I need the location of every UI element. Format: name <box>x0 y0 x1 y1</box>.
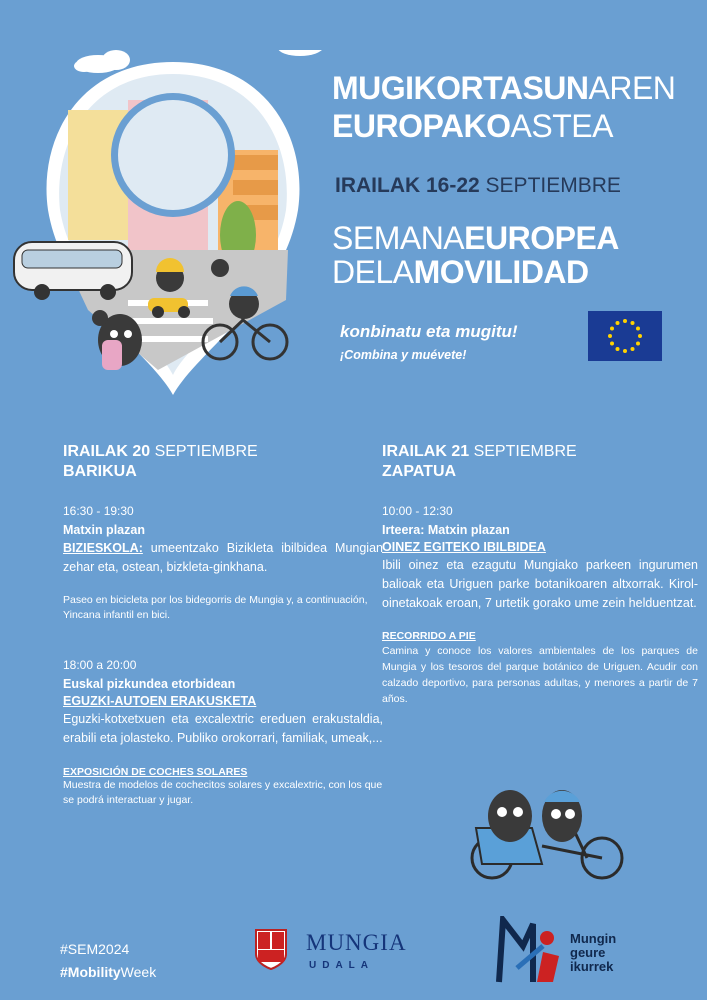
saturday-column <box>382 442 698 707</box>
event-time: 10:00 - 12:30 <box>382 504 453 518</box>
eu-star-icon <box>616 347 620 351</box>
hashtag-mobility-light: Week <box>120 964 157 981</box>
hashtag-mobility-bold: #Mobility <box>60 964 121 981</box>
title-line1-bold: MUGIKORTASUN <box>332 70 589 106</box>
friday-date: IRAILAK 20 <box>63 443 151 460</box>
mungin-geure-ikurrek-logo <box>493 916 643 986</box>
event-dates <box>335 174 621 198</box>
eu-star-icon <box>623 319 627 323</box>
dates-light: SEPTIEMBRE <box>485 174 621 197</box>
friday-column <box>63 442 383 809</box>
hashtag-mobility <box>60 961 156 984</box>
slogan <box>340 322 518 362</box>
eu-star-icon <box>631 321 635 325</box>
title-line1-light: AREN <box>588 70 676 106</box>
event-place: Euskal pizkundea etorbidean <box>63 677 236 691</box>
character-icon <box>488 790 532 842</box>
event-name-es: RECORRIDO A PIE <box>382 630 476 643</box>
event-description <box>63 539 383 577</box>
event-time: 16:30 - 19:30 <box>63 504 134 518</box>
spanish-title <box>332 222 619 289</box>
event-place: Matxin plazan <box>63 523 145 537</box>
geure-line1: Mungin <box>570 931 617 946</box>
event-text-es: Paseo en bicicleta por los bidegorris de Mungia y, a continuación, Yincana infantil en bici. <box>63 593 368 622</box>
event-name: OINEZ EGITEKO IBILBIDEA <box>382 540 546 554</box>
cloud-icon <box>278 50 325 56</box>
saturday-date: IRAILAK 21 <box>382 443 470 460</box>
eu-star-icon <box>636 342 640 346</box>
event-name: BIZIESKOLA: <box>63 541 143 555</box>
semana-bold: EUROPEA <box>464 220 619 256</box>
friday-month: SEPTIEMBRE <box>154 443 258 460</box>
saturday-day: ZAPATUA <box>382 463 457 480</box>
eu-flag-icon <box>588 311 662 361</box>
eu-star-icon <box>638 334 642 338</box>
cloud-icon <box>74 50 130 73</box>
saturday-month: SEPTIEMBRE <box>473 443 577 460</box>
event-text: Ibili oinez eta ezagutu Mungiako parkeen ingurumen balioak eta Uriguen parke botanikoaren altxorrak. Kirol-oinetakoak eroan, 7 urtetik gorako ume zein helduentzat. <box>382 558 698 610</box>
event-text-es: Camina y conoce los valores ambientales de los parques de Mungia y los tesoros del parque botánico de Uriguen. Acudir con calzado deportivo, para personas adultas, y menores a partir de 7 años. <box>382 645 698 705</box>
event-name: EGUZKI-AUTOEN ERAKUSKETA <box>63 694 257 708</box>
mungin-symbol-icon <box>493 916 565 986</box>
friday-day: BARIKUA <box>63 463 137 480</box>
saturday-heading <box>382 442 698 482</box>
mungia-subtitle: UDALA <box>309 960 374 971</box>
event-text: Eguzki-kotxetxuen eta excalextric ereduen erakustaldia, erabili eta jolasteko. Publiko orokorrari, familiak, umeak,... <box>63 712 383 745</box>
dates-bold: IRAILAK 16-22 <box>335 174 480 197</box>
event-time: 18:00 a 20:00 <box>63 658 137 672</box>
eu-star-icon <box>608 334 612 338</box>
friday-heading <box>63 442 383 482</box>
eu-star-icon <box>616 321 620 325</box>
title-line2-light: ASTEA <box>510 108 613 144</box>
event-text-es: Muestra de modelos de cochecitos solares y excalextric, con los que se podrá interactuar y jugar. <box>63 778 383 807</box>
dela-bold: MOVILIDAD <box>413 253 589 290</box>
event-name-es: EXPOSICIÓN DE COCHES SOLARES <box>63 765 248 778</box>
mungia-logo <box>254 928 424 976</box>
pin-illustration <box>8 50 338 400</box>
character-icon <box>211 259 229 277</box>
tandem-bike-illustration <box>462 786 632 886</box>
eu-star-icon <box>610 327 614 331</box>
title-line2-bold: EUROPAKO <box>332 108 511 144</box>
eu-star-icon <box>623 349 627 353</box>
main-title <box>332 72 702 142</box>
eu-star-icon <box>636 327 640 331</box>
event-place: Irteera: Matxin plazan <box>382 523 510 537</box>
coat-of-arms-icon <box>254 928 288 970</box>
dela-light: DELA <box>332 253 414 290</box>
hashtag-sem: #SEM2024 <box>60 941 130 957</box>
eu-star-icon <box>631 347 635 351</box>
eu-star-icon <box>610 342 614 346</box>
mungia-wordmark: MUNGIA <box>306 930 407 955</box>
bus-icon <box>14 242 132 300</box>
geure-line3: ikurrek <box>570 959 614 974</box>
geure-line2: geure <box>570 945 606 960</box>
semana-light: SEMANA <box>332 220 465 256</box>
event-text: umeentzako Bizikleta ibilbidea Mungian zehar eta, ostean, bizkleta-ginkhana. <box>63 541 383 574</box>
slogan-es: ¡Combina y muévete! <box>340 348 467 362</box>
hashtags <box>60 938 156 984</box>
slogan-eu: konbinatu eta mugitu! <box>340 322 518 341</box>
